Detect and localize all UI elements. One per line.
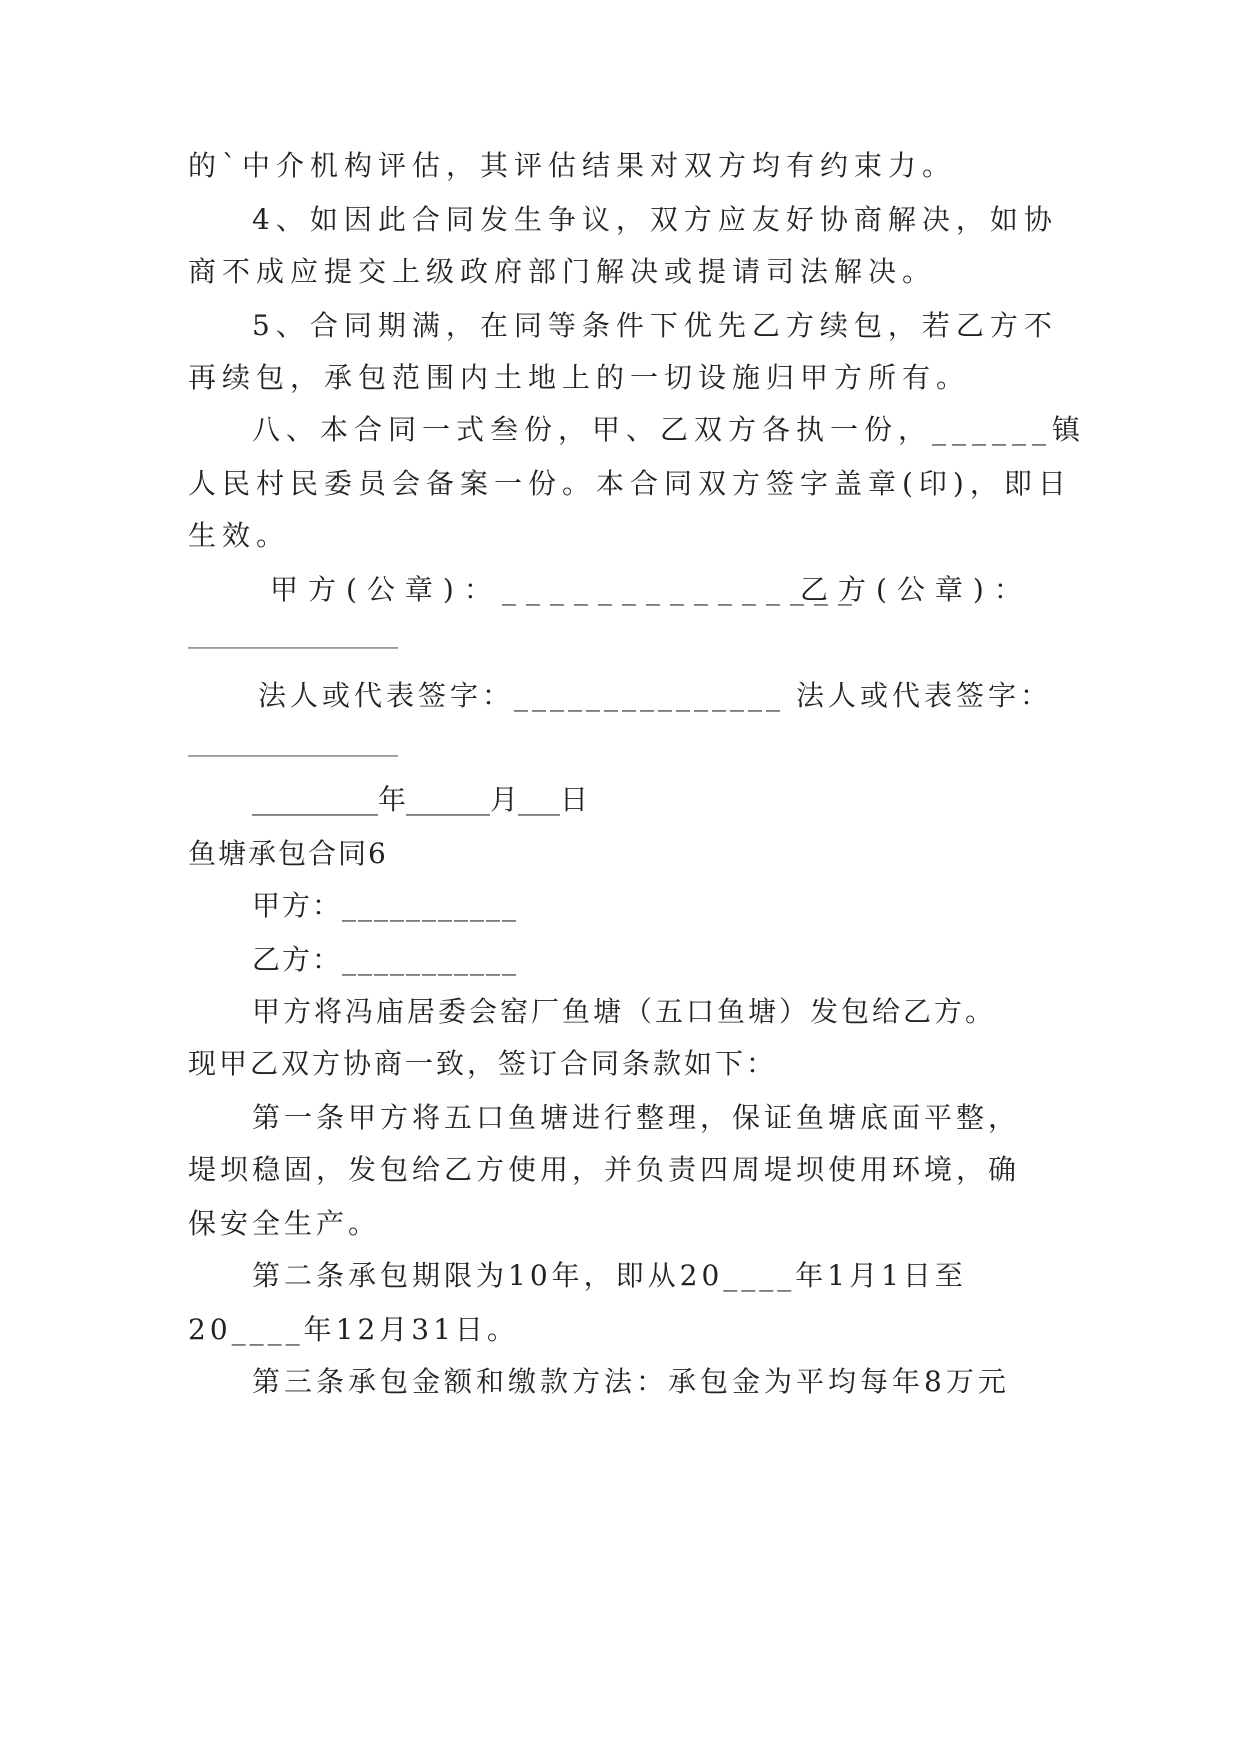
text-line: 再续包，承包范围内土地上的一切设施归甲方所有。 — [188, 361, 971, 394]
text-line: 人民村民委员会备案一份。本合同双方签字盖章(印)，即日 — [188, 467, 1072, 500]
party-b-line: 乙方：___________ — [252, 943, 519, 976]
party-a-seal: 甲方(公章)：_______________ — [270, 573, 862, 606]
text-line: 4、如因此合同发生争议，双方应友好协商解决，如协 — [252, 203, 1058, 236]
text-line: 保安全生产。 — [188, 1207, 381, 1240]
signing-date: _________年______月___日 — [252, 783, 589, 816]
text-line: 现甲乙双方协商一致，签订合同条款如下： — [188, 1047, 778, 1080]
text-line: 八、本合同一式叁份，甲、乙双方各执一份，______镇 — [252, 413, 1087, 446]
text-line: 第二条承包期限为10年，即从20____年1月1日至 — [252, 1259, 967, 1292]
party-b-representative-blank: _______________ — [188, 724, 398, 757]
party-a-representative: 法人或代表签字：_______________ — [258, 679, 785, 712]
text-line: 堤坝稳固，发包给乙方使用，并负责四周堤坝使用环境，确 — [188, 1153, 1021, 1186]
text-line: 第三条承包金额和缴款方法：承包金为平均每年8万元 — [252, 1365, 1010, 1398]
text-line: 第一条甲方将五口鱼塘进行整理，保证鱼塘底面平整， — [252, 1101, 1021, 1134]
party-b-representative: 法人或代表签字： — [796, 679, 1053, 712]
text-line: 商不成应提交上级政府部门解决或提请司法解决。 — [188, 255, 937, 288]
text-line: 20____年12月31日。 — [188, 1313, 519, 1346]
text-line: 甲方将冯庙居委会窑厂鱼塘（五口鱼塘）发包给乙方。 — [252, 995, 997, 1028]
text-line: 的`中介机构评估，其评估结果对双方均有约束力。 — [188, 149, 957, 182]
party-b-seal: 乙方(公章)： — [800, 573, 1032, 606]
text-line: 5、合同期满，在同等条件下优先乙方续包，若乙方不 — [252, 309, 1058, 342]
contract-title: 鱼塘承包合同6 — [188, 837, 388, 870]
party-b-seal-blank: _______________ — [188, 616, 398, 649]
text-line: 生效。 — [188, 519, 291, 552]
party-a-line: 甲方：___________ — [252, 889, 519, 922]
